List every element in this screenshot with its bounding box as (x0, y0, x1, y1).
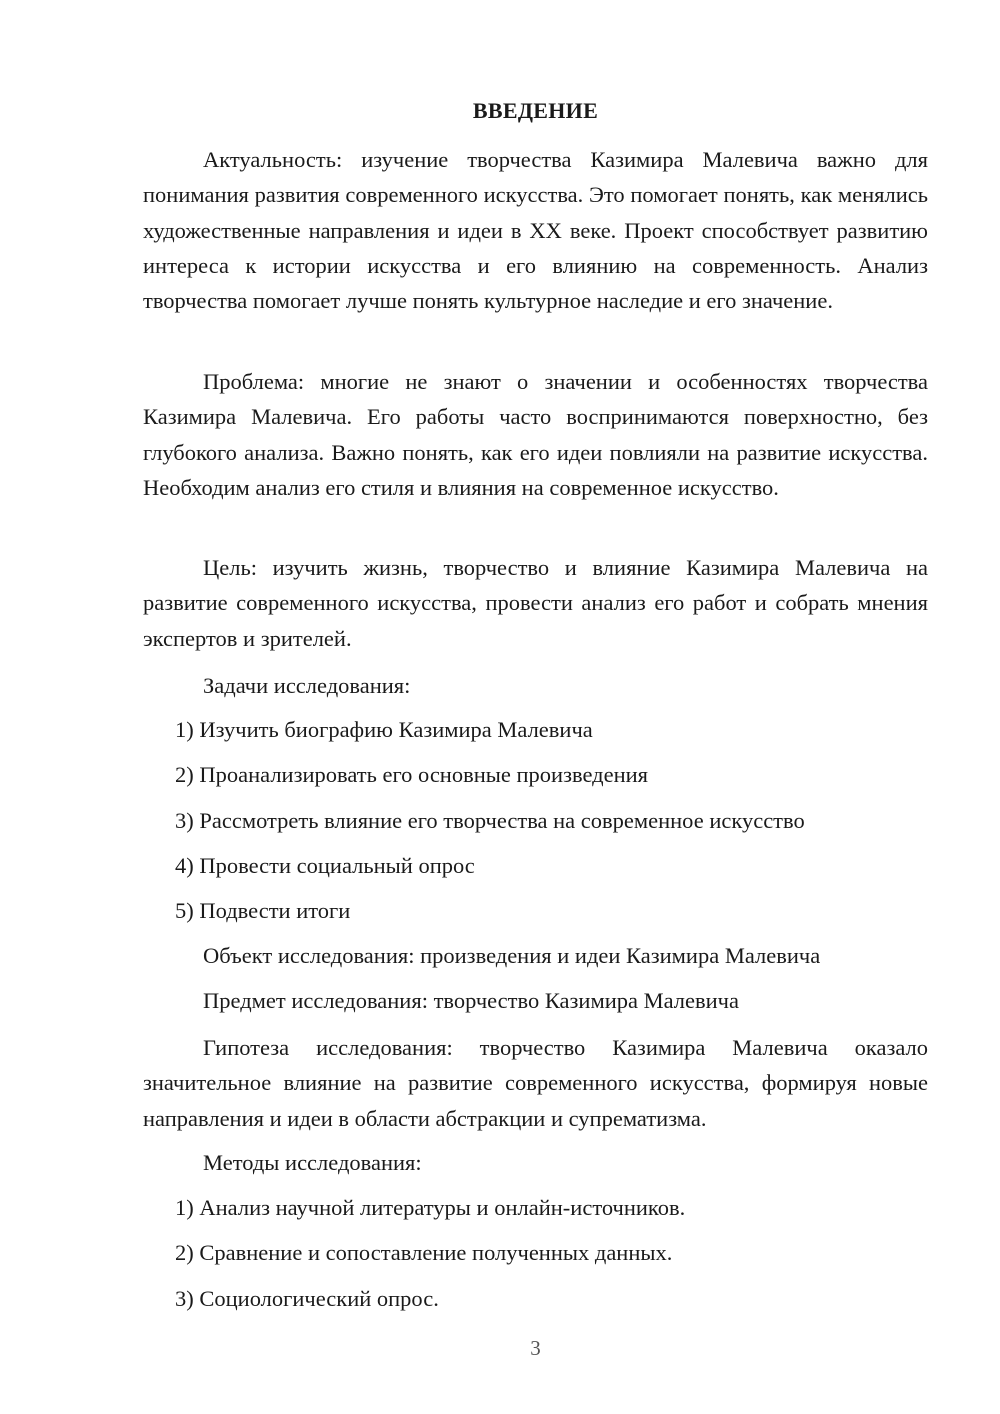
tasks-title: Задачи исследования: (203, 673, 411, 698)
goal-paragraph: Цель: изучить жизнь, творчество и влияние Казимира Малевича на развитие современного искусства, провести анализ его работ и собрать мнения экспертов и зрителей. (143, 555, 928, 651)
page-number: 3 (530, 1336, 541, 1360)
method-item: 2) Сравнение и сопоставление полученных данных. (175, 1240, 673, 1265)
task-item: 2) Проанализировать его основные произведения (175, 762, 649, 787)
method-item: 1) Анализ научной литературы и онлайн-источников. (175, 1195, 686, 1220)
problem-paragraph: Проблема: многие не знают о значении и особенностях творчества Казимира Малевича. Его работы часто воспринимаются поверхностно, без глубокого анализа. Важно понять, как его идеи повлияли на развитие искусства. Необходим анализ его стиля и влияния на современное искусство. (143, 369, 928, 500)
task-item: 3) Рассмотреть влияние его творчества на современное искусство (175, 808, 805, 833)
document-page (143, 0, 928, 1414)
relevance-paragraph: Актуальность: изучение творчества Казимира Малевича важно для понимания развития современного искусства. Это помогает понять, как менялись художественные направления и идеи в XX веке. Проект способствует развитию интереса к истории искусства и его влиянию на современность. Анализ творчества помогает лучше понять культурное наследие и его значение. (143, 147, 928, 314)
research-object: Объект исследования: произведения и идеи Казимира Малевича (203, 943, 821, 968)
task-item: 5) Подвести итоги (175, 898, 351, 923)
page-title: ВВЕДЕНИЕ (472, 98, 599, 123)
research-subject: Предмет исследования: творчество Казимира Малевича (203, 988, 739, 1013)
task-item: 4) Провести социальный опрос (175, 853, 475, 878)
methods-title: Методы исследования: (203, 1150, 422, 1175)
task-item: 1) Изучить биографию Казимира Малевича (175, 717, 593, 742)
method-item: 3) Социологический опрос. (175, 1286, 439, 1311)
hypothesis-paragraph: Гипотеза исследования: творчество Казимира Малевича оказало значительное влияние на развитие современного искусства, формируя новые направления и идеи в области абстракции и супрематизма. (143, 1035, 928, 1131)
